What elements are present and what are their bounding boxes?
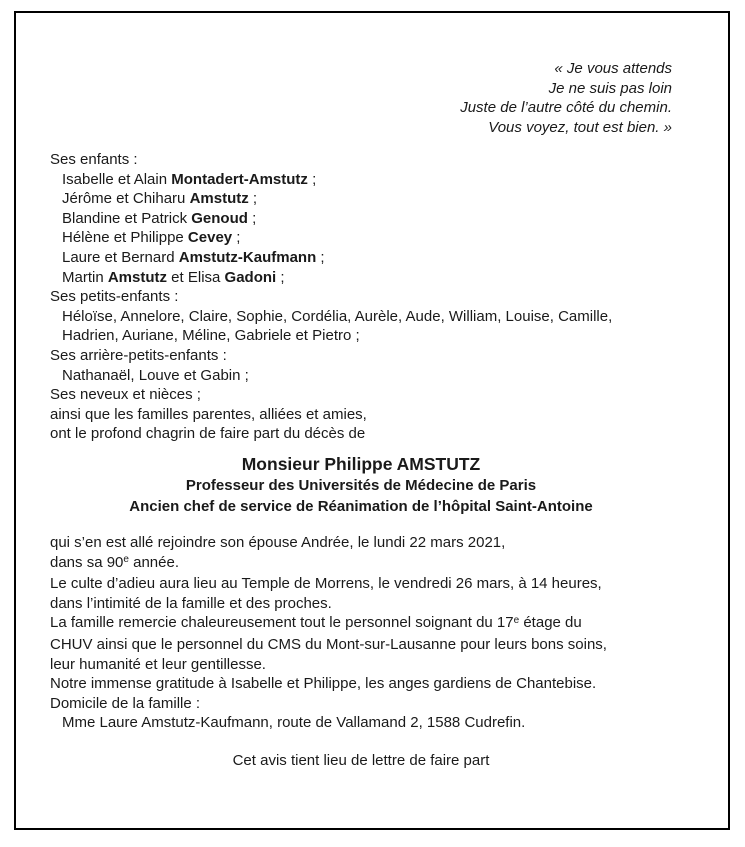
text-line: Mme Laure Amstutz-Kaufmann, route de Vallamand 2, 1588 Cudrefin. <box>62 714 526 732</box>
text-line: Hélène et Philippe Cevey ; <box>62 229 241 247</box>
text-line: Juste de l’autre côté du chemin. <box>460 99 672 116</box>
text-line: Je ne suis pas loin <box>548 79 672 97</box>
deceased-title-1: Professeur des Universités de Médecine de Paris <box>185 477 537 494</box>
text-line: Vous voyez, tout est bien. » <box>488 118 672 136</box>
text-line: La famille remercie chaleureusement tout le personnel soignant du 17e étage du <box>50 614 582 632</box>
deceased-title-2: Ancien chef de service de Réanimation de l’hôpital Saint-Antoine <box>129 497 593 515</box>
text-line: ont le profond chagrin de faire part du décès de <box>50 425 366 443</box>
text-line: dans sa 90e année. <box>50 553 179 571</box>
text-line: Hadrien, Auriane, Méline, Gabriele et Pietro ; <box>62 327 360 345</box>
text-line: Nathanaël, Louve et Gabin ; <box>62 366 249 384</box>
text-line: Ses neveux et nièces ; <box>50 386 201 404</box>
text-line: Isabelle et Alain Montadert-Amstutz ; <box>62 170 317 188</box>
notice-body <box>50 533 607 733</box>
text-line: qui s’en est allé rejoindre son épouse Andrée, le lundi 22 mars 2021, <box>50 534 506 551</box>
text-line: Laure et Bernard Amstutz-Kaufmann ; <box>62 248 325 266</box>
closing-line: Cet avis tient lieu de lettre de faire part <box>232 752 490 769</box>
text-line: Le culte d’adieu aura lieu au Temple de Morrens, le vendredi 26 mars, à 14 heures, <box>50 575 602 593</box>
text-line: dans l’intimité de la famille et des proches. <box>50 594 332 612</box>
announcement-heading <box>50 452 672 517</box>
text-line: Notre immense gratitude à Isabelle et Philippe, les anges gardiens de Chantebise. <box>50 675 597 693</box>
text-line: ainsi que les familles parentes, alliées et amies, <box>50 405 367 423</box>
memorial-quote <box>460 59 672 137</box>
text-line: « Je vous attends <box>554 60 672 77</box>
text-line: Héloïse, Annelore, Claire, Sophie, Cordélia, Aurèle, Aude, William, Louise, Camille, <box>62 307 613 325</box>
text-line: Ses petits-enfants : <box>50 288 179 306</box>
text-line: Blandine et Patrick Genoud ; <box>62 209 257 227</box>
text-line: Domicile de la famille : <box>50 694 201 712</box>
text-line: Ses arrière-petits-enfants : <box>50 346 227 364</box>
text-line: leur humanité et leur gentillesse. <box>50 655 266 673</box>
deceased-name: Monsieur Philippe AMSTUTZ <box>241 454 481 474</box>
text-line: Jérôme et Chiharu Amstutz ; <box>62 190 258 208</box>
text-line: Martin Amstutz et Elisa Gadoni ; <box>62 268 285 286</box>
text-line: CHUV ainsi que le personnel du CMS du Mont-sur-Lausanne pour leurs bons soins, <box>50 635 607 653</box>
text-line: Ses enfants : <box>50 151 138 168</box>
family-list <box>50 150 612 444</box>
